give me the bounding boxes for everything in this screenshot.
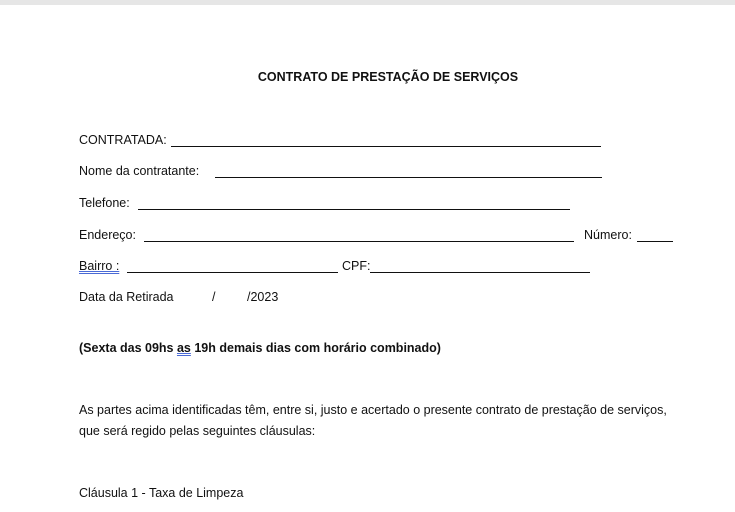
- bairro-field-line[interactable]: [127, 272, 338, 273]
- bairro-label-text: Bairro :: [79, 259, 120, 273]
- intro-paragraph: As partes acima identificadas têm, entre si, justo e acertado o presente contrato de prestação de serviços, que será regido pelas seguintes cláusulas:: [79, 403, 667, 438]
- numero-field-line[interactable]: [637, 241, 673, 242]
- nome-contratante-field-line[interactable]: [215, 177, 602, 178]
- contratada-field-line[interactable]: [171, 146, 601, 147]
- contract-title: CONTRATO DE PRESTAÇÃO DE SERVIÇOS: [257, 70, 519, 84]
- schedule-part-3: 19h demais dias com horário combinado): [190, 341, 441, 355]
- bairro-label: [79, 257, 119, 275]
- ruler-edge: [0, 0, 735, 5]
- schedule-note: [79, 339, 441, 357]
- cpf-field-line[interactable]: [370, 272, 590, 273]
- cpf-label: CPF:: [342, 259, 371, 273]
- data-separator-1: /: [212, 290, 216, 304]
- telefone-field-line[interactable]: [138, 209, 570, 210]
- data-retirada-label: Data da Retirada: [79, 290, 174, 304]
- clause-1-heading: Cláusula 1 - Taxa de Limpeza: [79, 486, 244, 500]
- telefone-label: Telefone:: [79, 196, 130, 210]
- endereco-label: Endereço:: [79, 228, 136, 242]
- schedule-part-1: (Sexta das 09hs: [79, 341, 177, 355]
- data-year: /2023: [247, 290, 279, 304]
- contratada-label: CONTRATADA:: [79, 133, 167, 147]
- numero-label: Número:: [584, 228, 632, 242]
- schedule-part-2: as: [176, 341, 191, 355]
- endereco-field-line[interactable]: [144, 241, 574, 242]
- nome-contratante-label: Nome da contratante:: [79, 164, 200, 178]
